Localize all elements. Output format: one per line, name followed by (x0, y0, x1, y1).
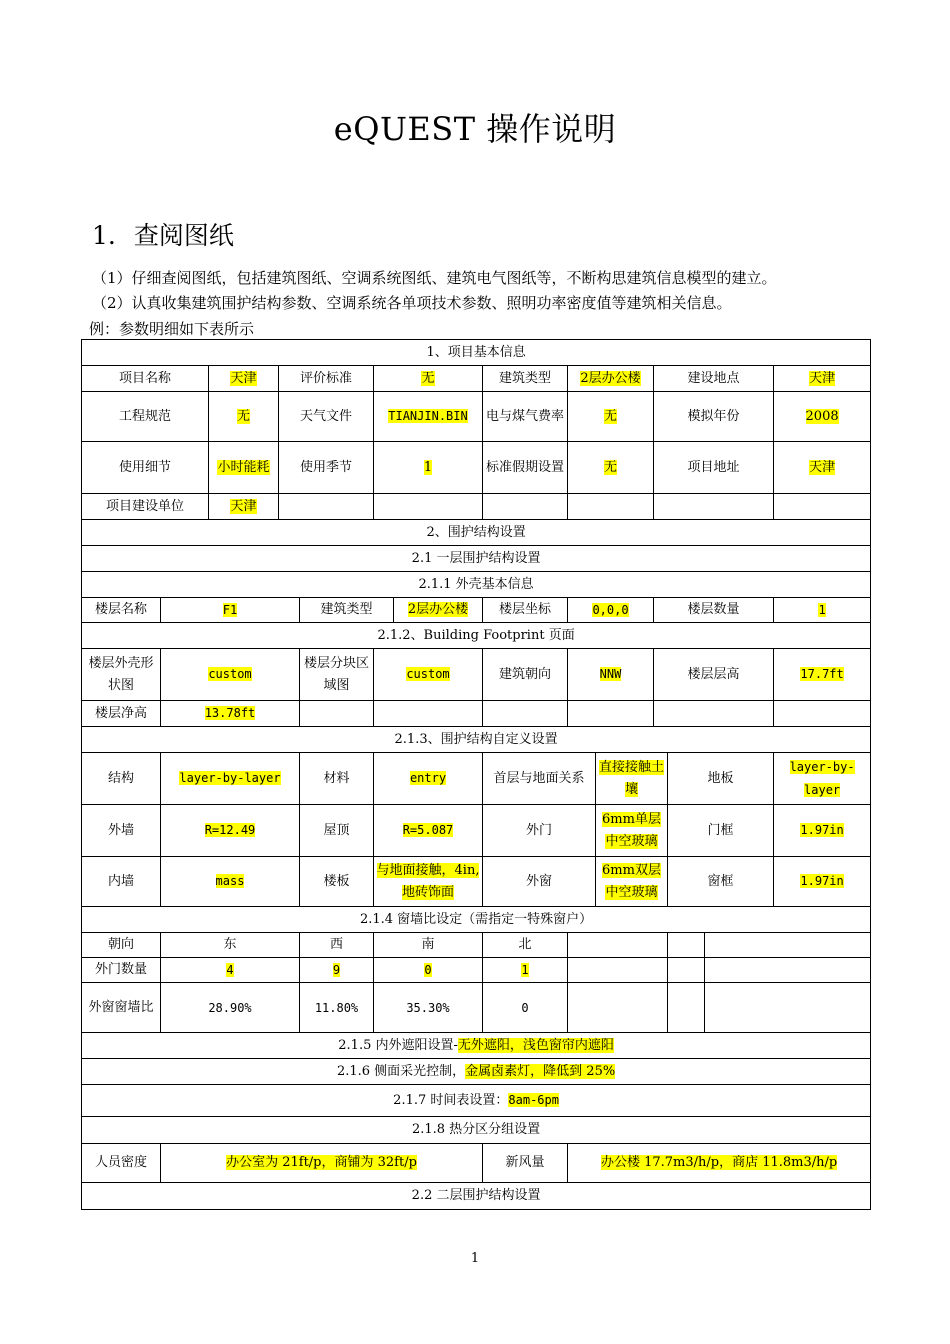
table-header-row (82, 520, 871, 546)
value-cell: 17.7ft (800, 667, 844, 681)
label-cell: 楼板 (300, 857, 374, 907)
label-cell: 天气文件 (279, 392, 374, 442)
table-header-row (82, 340, 871, 366)
section-title: 查阅图纸 (133, 221, 234, 250)
section-header: 1、项目基本信息 (82, 340, 871, 366)
value-cell: 0,0,0 (592, 602, 629, 617)
subsection-header: 2.1.1 外壳基本信息 (82, 572, 871, 598)
label-cell: 材料 (300, 753, 374, 805)
section-number: 1. (92, 221, 116, 250)
document-title: eQUEST 操作说明 (333, 110, 617, 148)
value-cell: 9 (332, 962, 341, 977)
table-row (82, 983, 871, 1033)
value-cell: 无 (603, 408, 617, 424)
table-row (82, 933, 871, 958)
label-cell: 模拟年份 (654, 392, 774, 442)
page-number: 1 (470, 1251, 480, 1266)
subsection-label: 2.1.6 侧面采光控制， (336, 1063, 466, 1079)
table-row (82, 366, 871, 392)
parameter-table (81, 339, 871, 1210)
value-cell: 天津 (809, 459, 836, 475)
value-cell: 无 (421, 370, 435, 386)
highlight-value: 8am-6pm (508, 1093, 559, 1107)
label-cell: 外窗窗墙比 (82, 983, 161, 1033)
section-heading (92, 216, 234, 252)
label-cell: 工程规范 (82, 392, 209, 442)
subsection-label: 2.1.5 内外遮阳设置- (338, 1037, 458, 1053)
label-cell: 评价标准 (279, 366, 374, 392)
label-cell: 楼层分块区域图 (300, 649, 374, 701)
value-cell: 2008 (805, 408, 839, 424)
value-cell: NNW (599, 667, 622, 681)
value-cell: 1 (423, 459, 433, 475)
value-cell: entry (409, 771, 447, 785)
table-row (82, 494, 871, 520)
label-cell: 屋顶 (300, 805, 374, 857)
label-cell: 标准假期设置 (483, 442, 568, 494)
table-header-row (82, 907, 871, 933)
value-cell: 13.78ft (204, 706, 256, 720)
label-cell: 朝向 (82, 933, 161, 958)
value-cell: 无 (236, 408, 250, 424)
value-cell: 2层办公楼 (580, 370, 641, 386)
label-cell: 结构 (82, 753, 161, 805)
subsection-header: 2.1.2、Building Footprint 页面 (82, 623, 871, 649)
label-cell: 楼层名称 (82, 598, 161, 623)
table-header-row (82, 1183, 871, 1210)
label-cell: 使用细节 (82, 442, 209, 494)
label-cell: 建设地点 (654, 366, 774, 392)
label-cell: 楼层层高 (654, 649, 774, 701)
table-header-row (82, 1085, 871, 1117)
value-cell: 1 (818, 602, 826, 617)
value-cell: 0 (483, 983, 568, 1033)
label-cell: 建筑类型 (300, 598, 394, 623)
value-cell: 6mm单层中空玻璃 (602, 811, 661, 849)
label-cell: 建筑朝向 (483, 649, 568, 701)
table-row (82, 392, 871, 442)
table-caption: 例：参数明细如下表所示 (89, 320, 255, 338)
subsection-header: 2.1.4 窗墙比设定（需指定一特殊窗户） (82, 907, 871, 933)
table-header-row (82, 572, 871, 598)
value-cell: 办公室为 21ft/p，商铺为 32ft/p (226, 1155, 417, 1170)
table-header-row (82, 727, 871, 753)
value-cell: 2层办公楼 (407, 602, 469, 617)
value-cell: 1.97in (800, 874, 844, 888)
table-header-row (82, 623, 871, 649)
value-cell: 与地面接触，4in,地砖饰面 (376, 862, 480, 900)
subsection-header: 2.1.8 热分区分组设置 (82, 1117, 871, 1144)
subsection-header: 2.2 二层围护结构设置 (82, 1183, 871, 1210)
value-cell: layer-by-layer (789, 759, 855, 797)
section-header: 2、围护结构设置 (82, 520, 871, 546)
value-cell: 0 (424, 962, 432, 977)
value-cell: 直接接触土壤 (598, 759, 664, 797)
label-cell: 楼层数量 (654, 598, 774, 623)
value-cell: custom (406, 667, 450, 681)
label-cell: 窗框 (668, 857, 774, 907)
label-cell: 人员密度 (82, 1144, 161, 1183)
value-cell: 无 (603, 459, 617, 475)
label-cell: 项目地址 (654, 442, 774, 494)
paragraph-2: （2）认真收集建筑围护结构参数、空调系统各单项技术参数、照明功率密度值等建筑相关信息。 (92, 294, 732, 312)
subsection-header (82, 1085, 871, 1117)
label-cell: 地板 (668, 753, 774, 805)
label-cell: 使用季节 (279, 442, 374, 494)
subsection-header: 2.1 一层围护结构设置 (82, 546, 871, 572)
value-cell: R=5.087 (402, 823, 454, 837)
value-cell: 南 (374, 933, 483, 958)
label-cell: 建筑类型 (483, 366, 568, 392)
value-cell: 6mm双层中空玻璃 (602, 862, 661, 900)
label-cell: 外门 (483, 805, 596, 857)
label-cell: 项目建设单位 (82, 494, 209, 520)
table-header-row (82, 1059, 871, 1085)
label-cell: 门框 (668, 805, 774, 857)
table-header-row (82, 546, 871, 572)
table-row (82, 753, 871, 805)
table-row (82, 701, 871, 727)
value-cell: 1 (521, 962, 529, 977)
label-cell: 外窗 (483, 857, 596, 907)
subsection-label: 2.1.7 时间表设置： (393, 1093, 509, 1108)
table-row (82, 598, 871, 623)
label-cell: 内墙 (82, 857, 161, 907)
value-cell: 北 (483, 933, 568, 958)
value-cell: R=12.49 (204, 823, 256, 837)
highlight-value: 金属卤素灯，降低到 25% (465, 1063, 616, 1079)
value-cell: 办公楼 17.7m3/h/p，商店 11.8m3/h/p (600, 1155, 838, 1170)
label-cell: 电与煤气费率 (483, 392, 568, 442)
label-cell: 楼层外壳形状图 (82, 649, 161, 701)
label-cell: 楼层净高 (82, 701, 161, 727)
paragraph-1: （1）仔细查阅图纸，包括建筑图纸、空调系统图纸、建筑电气图纸等，不断构思建筑信息模型的建立。 (92, 269, 777, 287)
highlight-value: 无外遮阳，浅色窗帘内遮阳 (457, 1037, 614, 1053)
value-cell: custom (208, 667, 252, 681)
value-cell: 11.80% (300, 983, 374, 1033)
value-cell: mass (215, 874, 245, 888)
value-cell: 天津 (230, 370, 257, 386)
value-cell: 东 (161, 933, 300, 958)
table-row (82, 1144, 871, 1183)
value-cell: 28.90% (161, 983, 300, 1033)
table-row (82, 442, 871, 494)
subsection-header (82, 1059, 871, 1085)
table-header-row (82, 1117, 871, 1144)
label-cell: 首层与地面关系 (483, 753, 596, 805)
label-cell: 新风量 (483, 1144, 568, 1183)
value-cell: layer-by-layer (179, 771, 281, 785)
label-cell: 项目名称 (82, 366, 209, 392)
value-cell: 4 (226, 962, 234, 977)
table-header-row (82, 1033, 871, 1059)
value-cell: 天津 (809, 370, 836, 386)
value-cell: F1 (222, 602, 238, 617)
table-row (82, 649, 871, 701)
table-row (82, 857, 871, 907)
label-cell: 外墙 (82, 805, 161, 857)
label-cell: 外门数量 (82, 958, 161, 983)
value-cell: 小时能耗 (217, 459, 270, 475)
value-cell: 35.30% (374, 983, 483, 1033)
subsection-header (82, 1033, 871, 1059)
value-cell: 1.97in (800, 823, 844, 837)
table-row (82, 805, 871, 857)
value-cell: 西 (300, 933, 374, 958)
value-cell: TIANJIN.BIN (388, 409, 468, 423)
label-cell: 楼层坐标 (483, 598, 568, 623)
subsection-header: 2.1.3、围护结构自定义设置 (82, 727, 871, 753)
table-row (82, 958, 871, 983)
value-cell: 天津 (230, 498, 257, 514)
